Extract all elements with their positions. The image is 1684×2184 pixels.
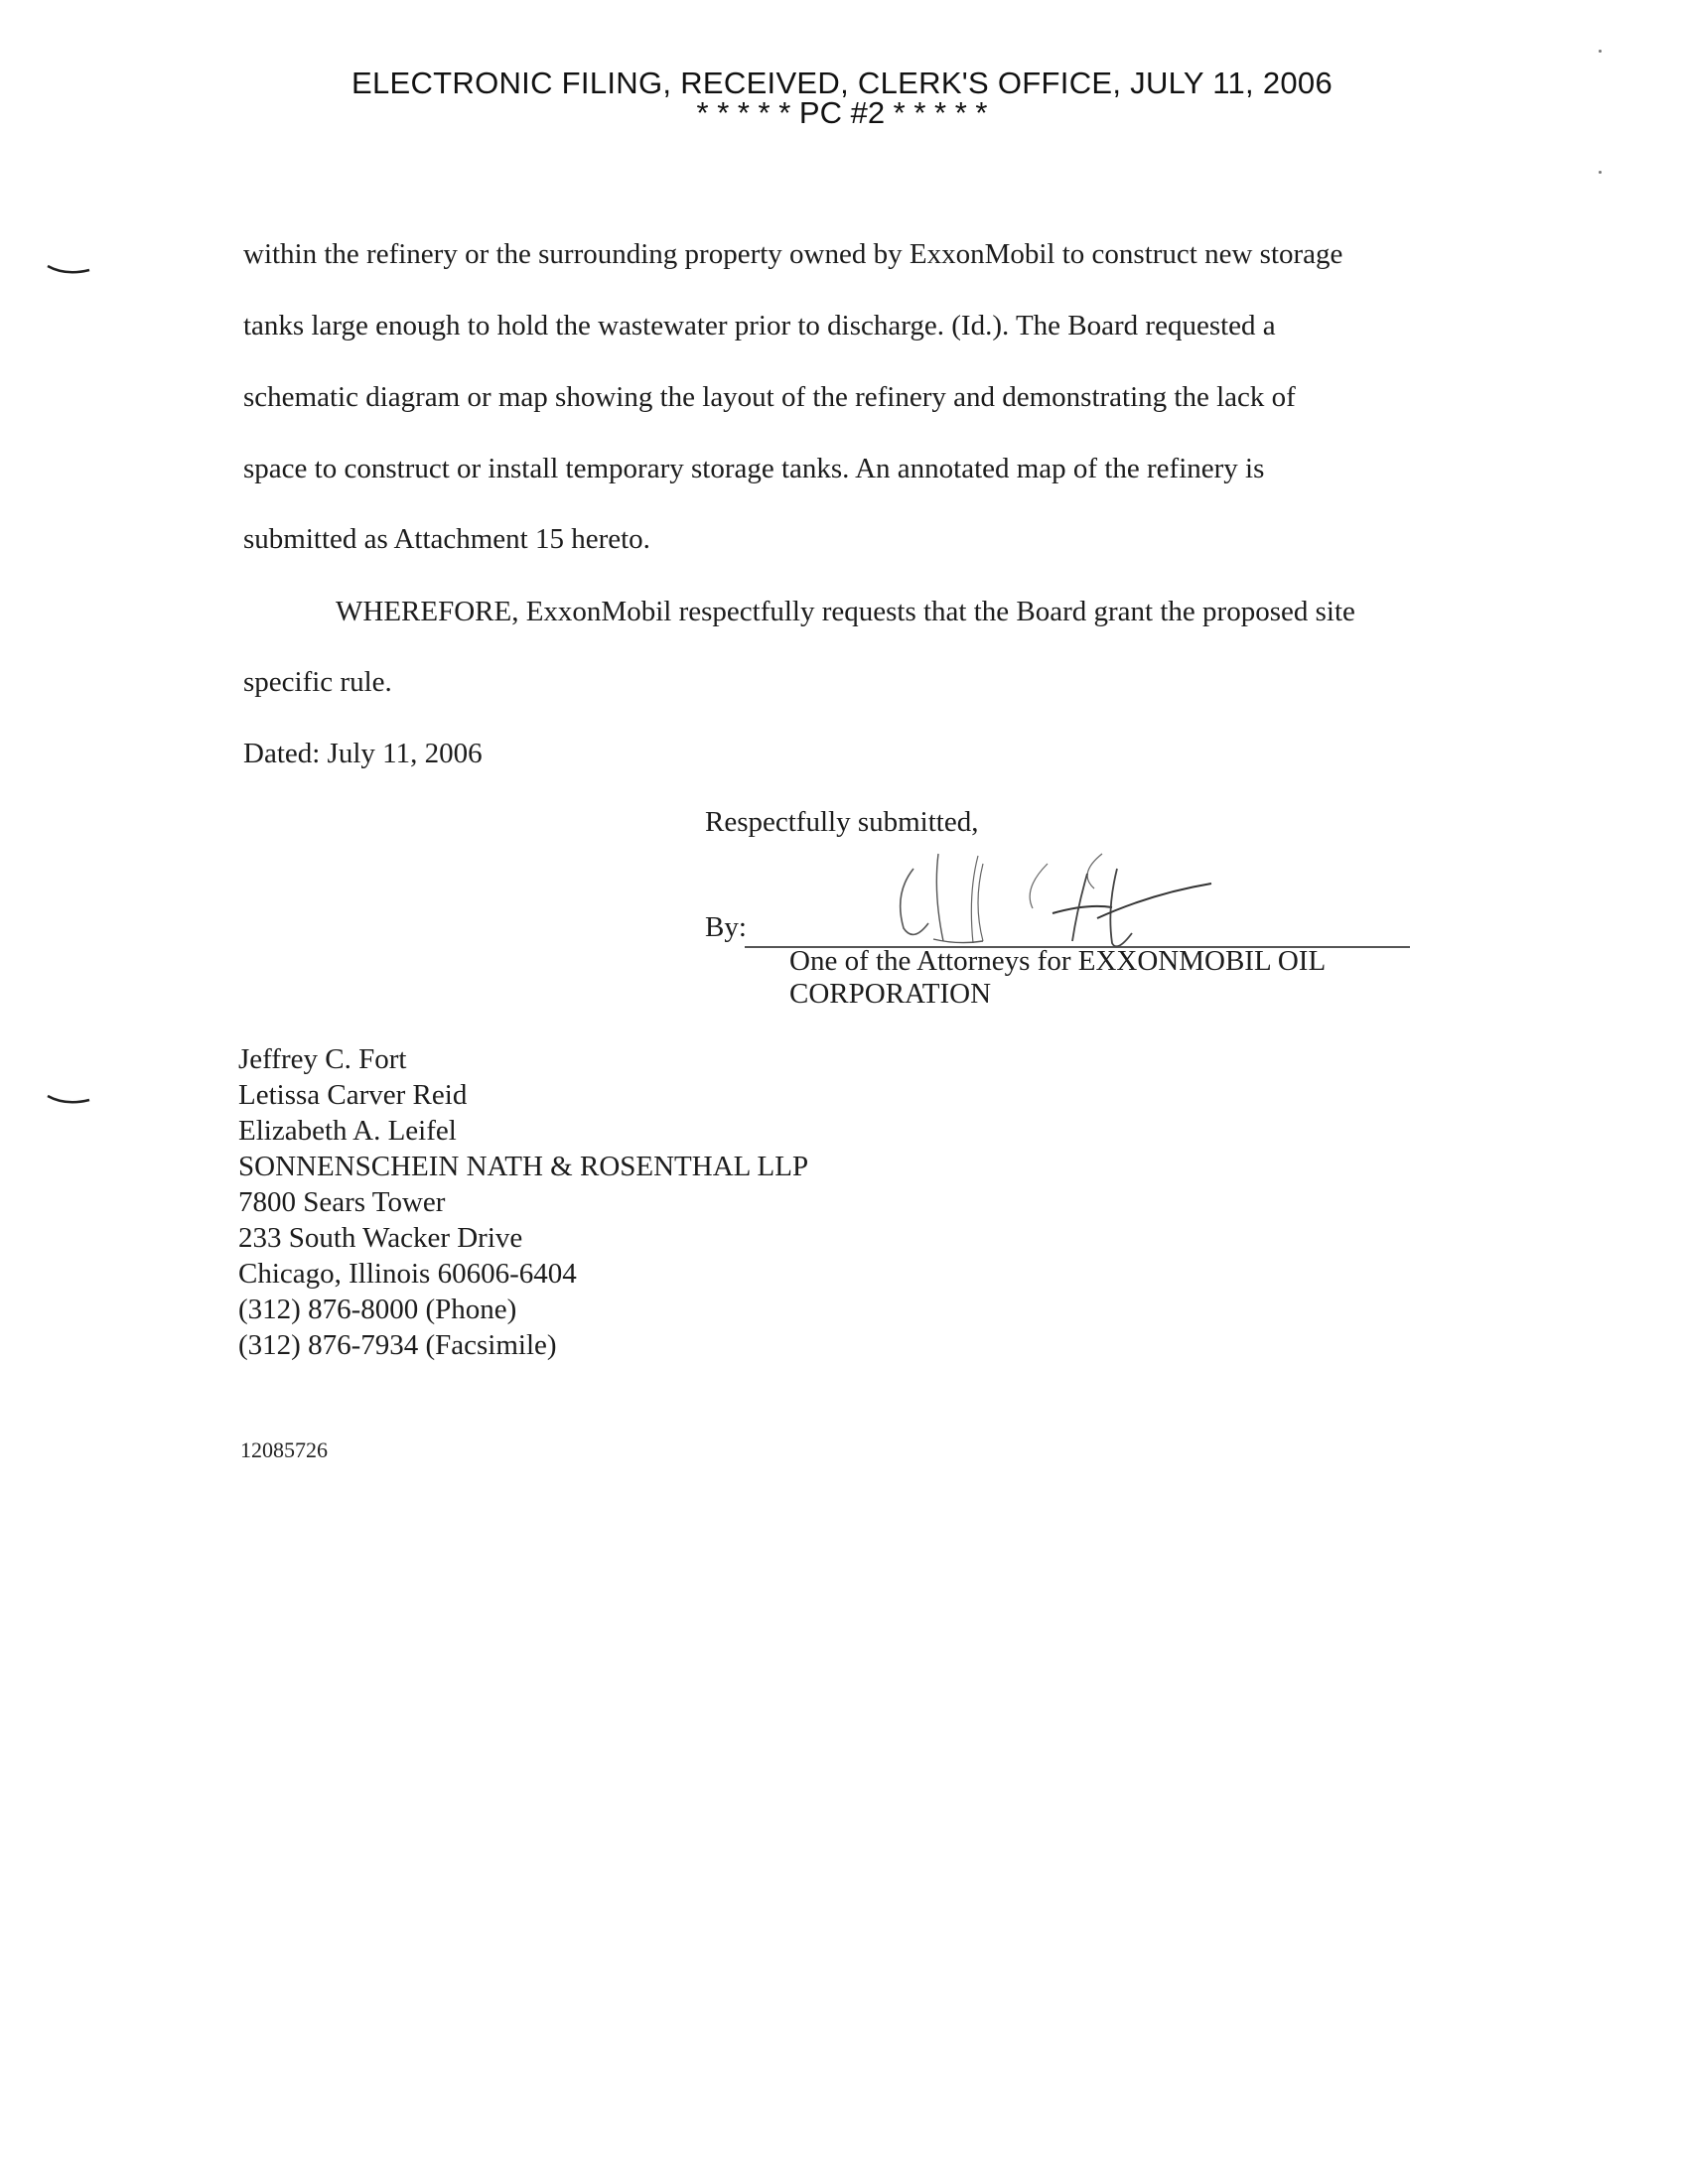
address-line: Chicago, Illinois 60606-6404 [238, 1258, 577, 1290]
margin-mark-icon [46, 264, 91, 276]
by-label: By: [705, 911, 747, 943]
paragraph-line: specific rule. [243, 666, 392, 698]
document-number: 12085726 [240, 1437, 328, 1462]
scan-speck [1599, 50, 1602, 53]
paragraph-line: submitted as Attachment 15 hereto. [243, 523, 650, 555]
paragraph-line: schematic diagram or map showing the layout of the refinery and demonstrating the lack of [243, 381, 1296, 413]
address-line: 7800 Sears Tower [238, 1186, 446, 1218]
fax-line: (312) 876-7934 (Facsimile) [238, 1329, 557, 1361]
phone-line: (312) 876-8000 (Phone) [238, 1294, 517, 1325]
pc-number-line: * * * * * PC #2 * * * * * [696, 95, 988, 130]
address-line: 233 South Wacker Drive [238, 1222, 523, 1254]
attorney-address-block [238, 1041, 808, 1363]
attorney-name: Elizabeth A. Leifel [238, 1115, 457, 1147]
paragraph-line: within the refinery or the surrounding property owned by ExxonMobil to construct new storage [243, 238, 1343, 270]
paragraph-line: tanks large enough to hold the wastewater prior to discharge. (Id.). The Board requested a [243, 310, 1276, 341]
signatory-title: One of the Attorneys for EXXONMOBIL OIL [789, 945, 1327, 977]
handwritten-signature [874, 834, 1271, 953]
signatory-title-cont: CORPORATION [789, 978, 992, 1010]
scan-speck [1599, 171, 1602, 174]
firm-name: SONNENSCHEIN NATH & ROSENTHAL LLP [238, 1151, 809, 1182]
closing-text: Respectfully submitted, [705, 806, 979, 838]
dated-line: Dated: July 11, 2006 [243, 738, 483, 769]
paragraph-line: WHEREFORE, ExxonMobil respectfully requests that the Board grant the proposed site [336, 596, 1355, 627]
paragraph-line: space to construct or install temporary storage tanks. An annotated map of the refinery is [243, 453, 1265, 484]
attorney-name: Letissa Carver Reid [238, 1079, 468, 1111]
margin-mark-icon [46, 1094, 91, 1106]
attorney-name: Jeffrey C. Fort [238, 1043, 407, 1075]
filing-stamp-line: ELECTRONIC FILING, RECEIVED, CLERK'S OFFICE, JULY 11, 2006 [351, 66, 1333, 100]
